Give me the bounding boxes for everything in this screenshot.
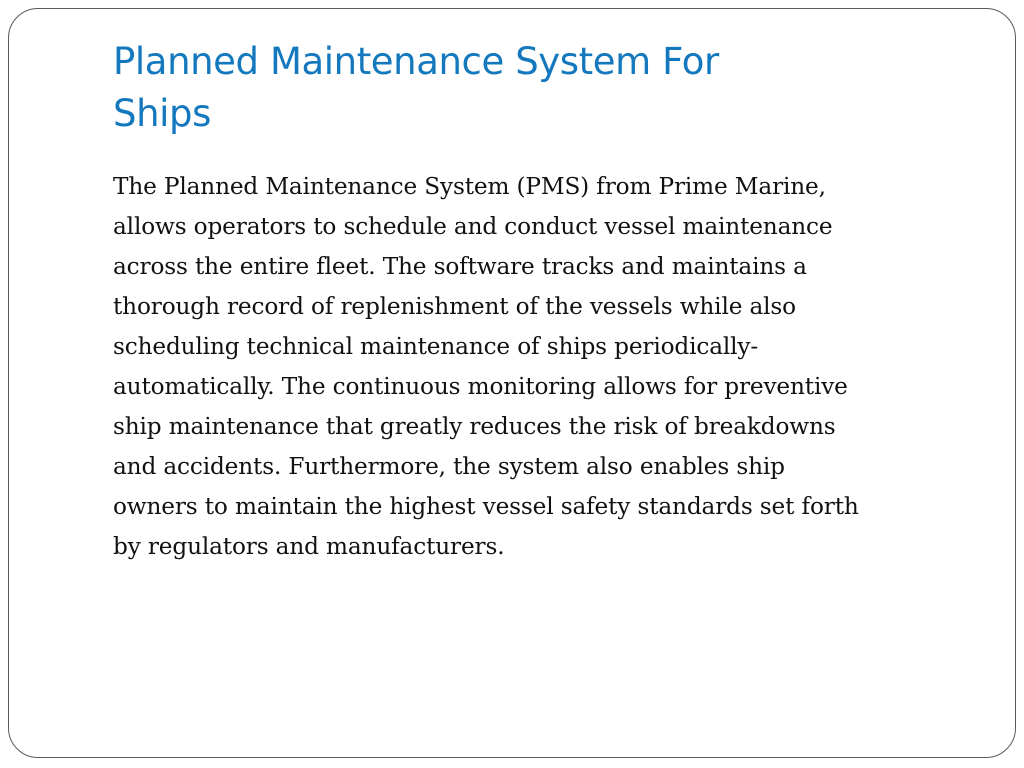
- body-text-line: thorough record of replenishment of the vessels while also: [113, 293, 796, 320]
- slide-title-line: Planned Maintenance System For: [113, 40, 719, 83]
- slide-title-line: Ships: [113, 92, 211, 135]
- body-text-line: ship maintenance that greatly reduces the risk of breakdowns: [113, 413, 836, 440]
- body-text-line: The Planned Maintenance System (PMS) from Prime Marine,: [113, 173, 826, 200]
- body-text-line: by regulators and manufacturers.: [113, 533, 505, 560]
- body-text-line: automatically. The continuous monitoring allows for preventive: [113, 373, 848, 400]
- body-text-line: owners to maintain the highest vessel safety standards set forth: [113, 493, 859, 520]
- body-text-line: across the entire fleet. The software tracks and maintains a: [113, 253, 807, 280]
- body-text-line: allows operators to schedule and conduct vessel maintenance: [113, 213, 833, 240]
- slide-title: [113, 36, 913, 140]
- slide-body-paragraph: [113, 167, 963, 567]
- body-text-line: scheduling technical maintenance of ships periodically-: [113, 333, 759, 360]
- body-text-line: and accidents. Furthermore, the system also enables ship: [113, 453, 785, 480]
